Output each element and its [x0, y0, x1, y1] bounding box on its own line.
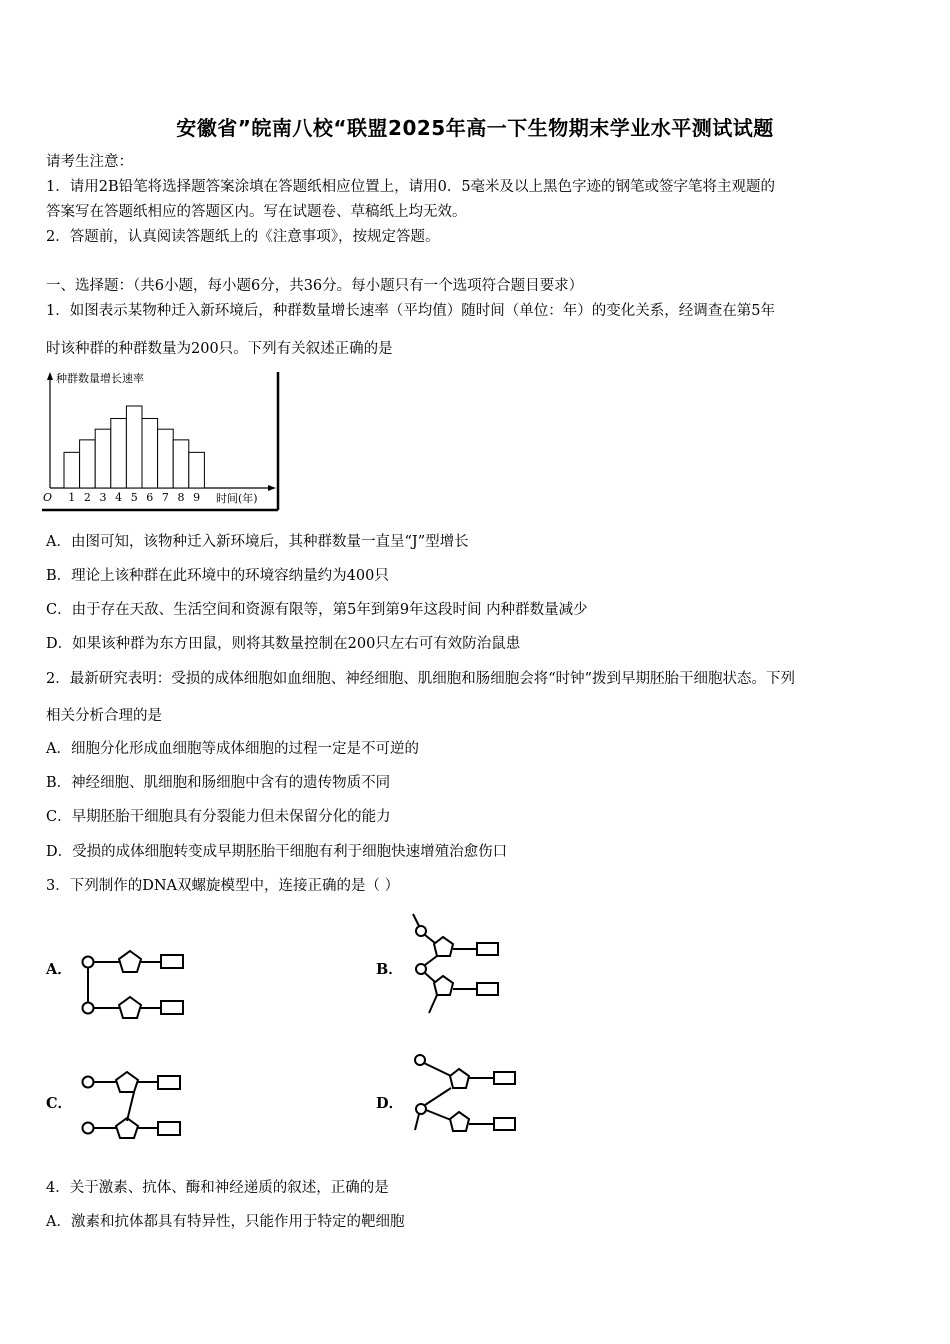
q3-stem: 3．下列制作的DNA双螺旋模型中，连接正确的是（ ） — [46, 878, 400, 894]
q4-option-a: A．激素和抗体都具有特异性，只能作用于特定的靶细胞 — [46, 1214, 405, 1230]
x-tick-label: 7 — [161, 491, 169, 504]
q2-option-d: D．受损的成体细胞转变成早期胚胎干细胞有利于细胞快速增殖治愈伤口 — [46, 844, 508, 860]
bar-year-9 — [189, 452, 205, 488]
q2-option-a: A．细胞分化形成血细胞等成体细胞的过程一定是不可逆的 — [46, 741, 419, 757]
dna-model-b — [405, 910, 505, 1022]
notice-heading: 请考生注意： — [46, 154, 133, 170]
q1-stem-line-2: 时该种群的种群数量为200只。下列有关叙述正确的是 — [46, 341, 393, 357]
q1-option-a: A．由图可知，该物种迁入新环境后，其种群数量一直呈“J”型增长 — [46, 534, 469, 550]
chart-origin-label: O — [43, 491, 53, 504]
x-tick-label: 4 — [115, 491, 123, 504]
x-tick-label: 8 — [177, 491, 185, 504]
y-axis-arrow-icon — [47, 372, 53, 380]
q3-label-a: A． — [46, 961, 72, 978]
q2-stem-line-1: 2．最新研究表明：受损的成体细胞如血细胞、神经细胞、肌细胞和肠细胞会将“时钟”拨到早期胚胎干细胞状态。下列 — [46, 671, 796, 687]
bar-year-4 — [111, 418, 127, 488]
q1-option-c: C．由于存在天敌、生活空间和资源有限等，第5年到第9年这段时间 内种群数量减少 — [46, 602, 588, 618]
q3-label-c: C． — [46, 1095, 73, 1112]
x-tick-label: 5 — [130, 491, 138, 504]
x-tick-label: 6 — [146, 491, 154, 504]
chart-x-label: 时间(年) — [216, 492, 258, 505]
x-axis-arrow-icon — [268, 485, 276, 491]
growth-rate-bar-chart — [40, 370, 285, 515]
bar-year-5 — [126, 406, 142, 488]
dna-model-d — [405, 1048, 520, 1138]
dna-model-c — [78, 1066, 188, 1146]
x-tick-label: 1 — [68, 491, 76, 504]
q1-option-d: D．如果该种群为东方田鼠，则将其数量控制在200只左右可有效防治鼠患 — [46, 636, 521, 652]
q3-label-d: D． — [376, 1095, 404, 1112]
q2-stem-line-2: 相关分析合理的是 — [46, 708, 162, 724]
chart-y-label: 种群数量增长速率 — [56, 372, 144, 385]
section-heading: 一、选择题：（共6小题，每小题6分，共36分。每小题只有一个选项符合题目要求） — [46, 278, 584, 294]
x-tick-label: 2 — [83, 491, 91, 504]
q3-label-b: B． — [376, 961, 403, 978]
notice-line-3: 2．答题前，认真阅读答题纸上的《注意事项》，按规定答题。 — [46, 229, 440, 245]
dna-model-a — [78, 942, 190, 1026]
page-title: 安徽省”皖南八校“联盟2025年高一下生物期末学业水平测试试题 — [176, 116, 774, 140]
bar-year-1 — [64, 452, 80, 488]
q2-option-c: C．早期胚胎干细胞具有分裂能力但未保留分化的能力 — [46, 809, 391, 825]
bar-year-7 — [158, 429, 174, 488]
q1-option-b: B．理论上该种群在此环境中的环境容纳量约为400只 — [46, 568, 389, 584]
x-tick-label: 9 — [193, 491, 201, 504]
bar-year-6 — [142, 418, 158, 488]
bar-year-2 — [80, 440, 96, 488]
notice-line-2: 答案写在答题纸相应的答题区内。写在试题卷、草稿纸上均无效。 — [46, 204, 467, 220]
notice-line-1: 1．请用2B铅笔将选择题答案涂填在答题纸相应位置上，请用0．5毫米及以上黑色字迹的钢笔或签字笔将主观题的 — [46, 179, 776, 195]
bar-year-3 — [95, 429, 111, 488]
q4-stem: 4．关于激素、抗体、酶和神经递质的叙述，正确的是 — [46, 1180, 389, 1196]
x-tick-label: 3 — [99, 491, 107, 504]
q1-stem-line-1: 1．如图表示某物种迁入新环境后，种群数量增长速率（平均值）随时间（单位：年）的变化关系，经调查在第5年 — [46, 303, 775, 319]
q2-option-b: B．神经细胞、肌细胞和肠细胞中含有的遗传物质不同 — [46, 775, 391, 791]
bar-year-8 — [173, 440, 189, 488]
